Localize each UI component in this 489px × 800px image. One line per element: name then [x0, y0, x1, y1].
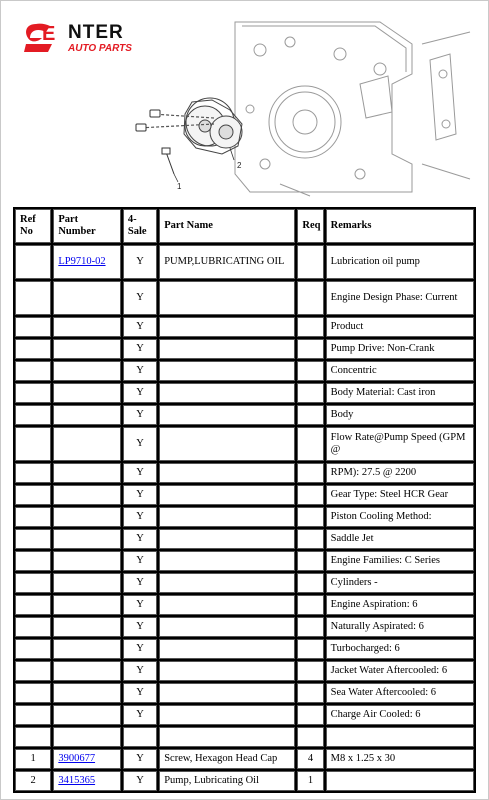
cell-ref-no [15, 595, 51, 615]
table-row [15, 405, 474, 425]
cell-part-number [53, 617, 121, 637]
cell-4-sale: Y [123, 573, 157, 593]
cell-req [297, 245, 323, 279]
cell-remarks: M8 x 1.25 x 30 [326, 749, 474, 769]
cell-req [297, 529, 323, 549]
table-body [15, 245, 474, 791]
cell-remarks: Engine Aspiration: 6 [326, 595, 474, 615]
table-row [15, 551, 474, 571]
table-row [15, 463, 474, 483]
cell-part-number [53, 361, 121, 381]
cell-ref-no [15, 551, 51, 571]
table-row [15, 507, 474, 527]
table-row [15, 485, 474, 505]
cell-ref-no [15, 463, 51, 483]
parts-table [13, 207, 476, 793]
table-row [15, 705, 474, 725]
cell-req [297, 485, 323, 505]
cell-part-name [159, 485, 295, 505]
cell-req [297, 383, 323, 403]
cell-part-name [159, 529, 295, 549]
cell-remarks: Gear Type: Steel HCR Gear [326, 485, 474, 505]
cell-remarks: Sea Water Aftercooled: 6 [326, 683, 474, 703]
header [0, 0, 489, 204]
cell-part-number [53, 661, 121, 681]
cell-req [297, 661, 323, 681]
cell-part-name: PUMP,LUBRICATING OIL [159, 245, 295, 279]
cell-part-number [53, 705, 121, 725]
cell-req [297, 361, 323, 381]
cell-remarks: Concentric [326, 361, 474, 381]
table-row [15, 661, 474, 681]
cell-part-number [53, 639, 121, 659]
cell-ref-no [15, 317, 51, 337]
part-number-link[interactable]: 3415365 [58, 775, 96, 786]
cell-part-name [159, 595, 295, 615]
cell-4-sale: Y [123, 705, 157, 725]
cell-remarks: Engine Design Phase: Current [326, 281, 474, 315]
table-row [15, 383, 474, 403]
table-row [15, 529, 474, 549]
table-row [15, 727, 474, 747]
callout-1: 1 [177, 182, 182, 191]
cell-part-name [159, 683, 295, 703]
cell-4-sale: Y [123, 661, 157, 681]
cell-ref-no [15, 405, 51, 425]
cell-part-number [53, 317, 121, 337]
cell-part-number [53, 383, 121, 403]
cell-4-sale: Y [123, 361, 157, 381]
cell-ref-no [15, 639, 51, 659]
cell-ref-no [15, 705, 51, 725]
cell-part-name [159, 507, 295, 527]
cell-remarks: Charge Air Cooled: 6 [326, 705, 474, 725]
cell-4-sale: Y [123, 529, 157, 549]
cell-ref-no [15, 683, 51, 703]
cell-part-number [53, 573, 121, 593]
cell-part-name [159, 339, 295, 359]
cell-req [297, 463, 323, 483]
table-row [15, 683, 474, 703]
cell-req [297, 705, 323, 725]
cell-part-number [53, 507, 121, 527]
cell-part-name [159, 573, 295, 593]
cell-remarks [326, 727, 474, 747]
cell-4-sale: Y [123, 595, 157, 615]
logo-sub-text: AUTO PARTS [68, 43, 132, 54]
cell-remarks: Saddle Jet [326, 529, 474, 549]
cell-ref-no [15, 383, 51, 403]
cell-4-sale: Y [123, 639, 157, 659]
cell-part-number [53, 749, 121, 769]
cell-part-number [53, 683, 121, 703]
cell-req [297, 281, 323, 315]
cell-req [297, 617, 323, 637]
cell-remarks: Engine Families: C Series [326, 551, 474, 571]
cell-part-name [159, 617, 295, 637]
header-4-sale: 4-Sale [123, 209, 157, 243]
cell-4-sale: Y [123, 749, 157, 769]
cell-part-number [53, 551, 121, 571]
cell-4-sale: Y [123, 463, 157, 483]
cell-part-number [53, 529, 121, 549]
cell-ref-no [15, 245, 51, 279]
cell-part-number [53, 339, 121, 359]
cell-remarks: Cylinders - [326, 573, 474, 593]
part-number-link[interactable]: LP9710-02 [58, 256, 106, 267]
logo-main-text: NTER [68, 22, 124, 43]
table-row [15, 573, 474, 593]
cell-part-name [159, 281, 295, 315]
cell-part-number [53, 405, 121, 425]
cell-req [297, 507, 323, 527]
table-row [15, 339, 474, 359]
cell-remarks: RPM): 27.5 @ 2200 [326, 463, 474, 483]
cell-part-name: Pump, Lubricating Oil [159, 771, 295, 791]
cell-req: 1 [297, 771, 323, 791]
cell-part-name [159, 705, 295, 725]
cell-4-sale: Y [123, 485, 157, 505]
table-row [15, 617, 474, 637]
cell-ref-no [15, 427, 51, 461]
cell-part-name [159, 405, 295, 425]
cell-part-name [159, 317, 295, 337]
cell-remarks [326, 771, 474, 791]
cell-part-name [159, 727, 295, 747]
table-row [15, 595, 474, 615]
header-req: Req [297, 209, 323, 243]
table-row [15, 317, 474, 337]
cell-req [297, 339, 323, 359]
cell-ref-no [15, 573, 51, 593]
header-part-number: Part Number [53, 209, 121, 243]
cell-req: 4 [297, 749, 323, 769]
cell-4-sale: Y [123, 317, 157, 337]
cell-req [297, 683, 323, 703]
table-header-row [15, 209, 474, 243]
cell-part-name [159, 383, 295, 403]
cell-remarks: Body [326, 405, 474, 425]
cell-remarks: Flow Rate@Pump Speed (GPM @ [326, 427, 474, 461]
cell-ref-no [15, 661, 51, 681]
cell-ref-no [15, 485, 51, 505]
header-part-name: Part Name [159, 209, 295, 243]
cell-req [297, 639, 323, 659]
cell-4-sale: Y [123, 339, 157, 359]
cell-4-sale: Y [123, 617, 157, 637]
part-number-link[interactable]: 3900677 [58, 753, 96, 764]
cell-4-sale: Y [123, 683, 157, 703]
cell-req [297, 595, 323, 615]
cell-remarks: Naturally Aspirated: 6 [326, 617, 474, 637]
cell-4-sale: Y [123, 383, 157, 403]
cell-req [297, 427, 323, 461]
cell-4-sale [123, 727, 157, 747]
cell-req [297, 317, 323, 337]
cell-remarks: Jacket Water Aftercooled: 6 [326, 661, 474, 681]
cell-part-name [159, 463, 295, 483]
cell-remarks: Piston Cooling Method: [326, 507, 474, 527]
cell-part-name [159, 427, 295, 461]
cell-4-sale: Y [123, 551, 157, 571]
cell-remarks: Pump Drive: Non-Crank [326, 339, 474, 359]
cell-remarks: Body Material: Cast iron [326, 383, 474, 403]
cell-part-name: Screw, Hexagon Head Cap [159, 749, 295, 769]
header-ref-no: Ref No [15, 209, 51, 243]
table-row [15, 281, 474, 315]
cell-4-sale: Y [123, 771, 157, 791]
cell-part-name [159, 661, 295, 681]
cell-part-number [53, 245, 121, 279]
cell-ref-no [15, 727, 51, 747]
exploded-parts-diagram [130, 14, 480, 199]
cell-part-number [53, 595, 121, 615]
cell-part-number [53, 281, 121, 315]
cell-req [297, 405, 323, 425]
cell-ref-no [15, 281, 51, 315]
cell-ref-no [15, 529, 51, 549]
table-row [15, 245, 474, 279]
cell-req [297, 727, 323, 747]
logo-letter: E [42, 23, 56, 45]
cell-ref-no: 2 [15, 771, 51, 791]
cell-ref-no [15, 507, 51, 527]
cell-req [297, 573, 323, 593]
table-row [15, 749, 474, 769]
table-row [15, 427, 474, 461]
cell-part-number [53, 727, 121, 747]
cell-part-name [159, 361, 295, 381]
cell-4-sale: Y [123, 427, 157, 461]
cell-part-name [159, 551, 295, 571]
table-row [15, 771, 474, 791]
table-row [15, 361, 474, 381]
cell-part-number [53, 427, 121, 461]
cell-req [297, 551, 323, 571]
cell-4-sale: Y [123, 507, 157, 527]
cell-ref-no: 1 [15, 749, 51, 769]
callout-2: 2 [237, 161, 242, 170]
cell-part-number [53, 463, 121, 483]
cell-part-number [53, 485, 121, 505]
cell-ref-no [15, 617, 51, 637]
cell-remarks: Turbocharged: 6 [326, 639, 474, 659]
cell-remarks: Lubrication oil pump [326, 245, 474, 279]
table-row [15, 639, 474, 659]
cell-part-name [159, 639, 295, 659]
cell-ref-no [15, 339, 51, 359]
cell-4-sale: Y [123, 281, 157, 315]
cell-part-number [53, 771, 121, 791]
cell-4-sale: Y [123, 245, 157, 279]
header-remarks: Remarks [326, 209, 474, 243]
cell-4-sale: Y [123, 405, 157, 425]
cell-remarks: Product [326, 317, 474, 337]
cell-ref-no [15, 361, 51, 381]
